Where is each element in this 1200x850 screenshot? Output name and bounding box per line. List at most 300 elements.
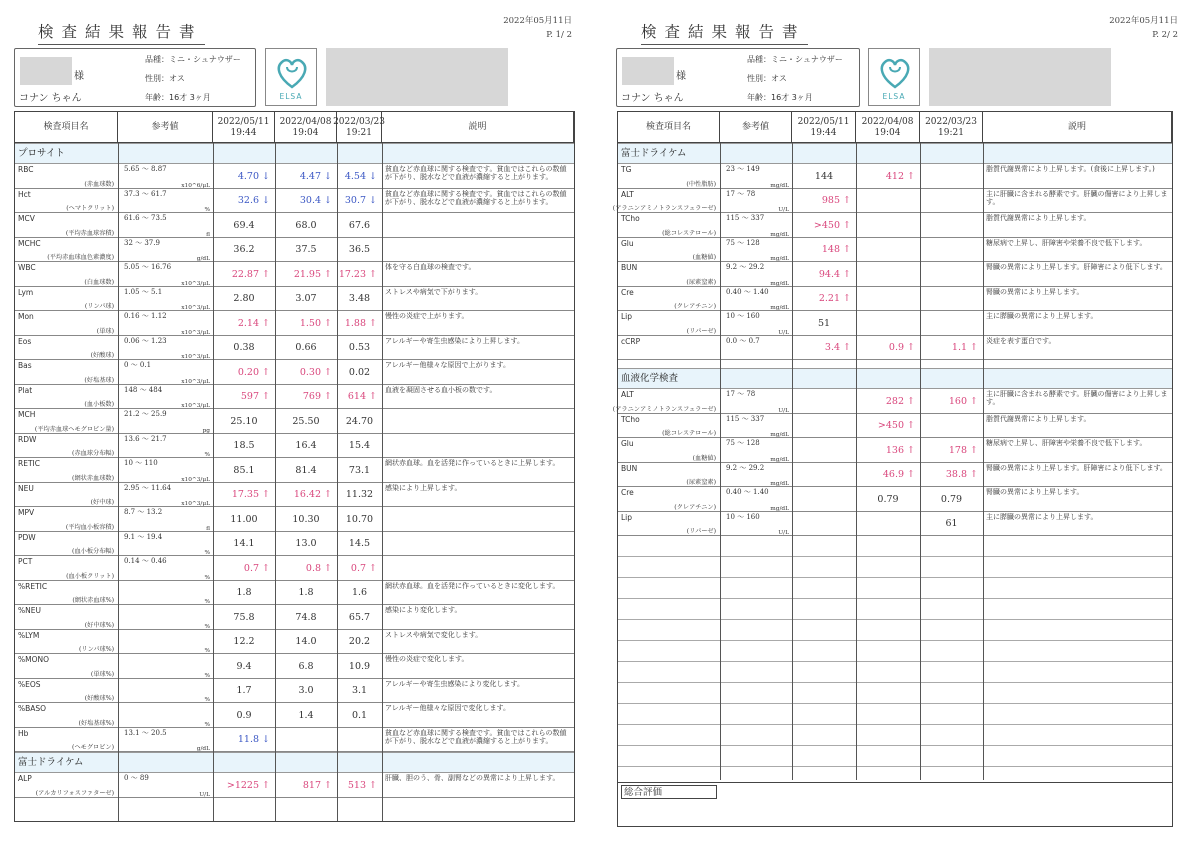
header-desc — [983, 112, 1172, 143]
item-code: NEU — [18, 483, 34, 493]
ref-range: 0 ～ 0.1 — [124, 361, 152, 369]
ref-range-cell — [720, 311, 792, 336]
item-name-cell — [15, 605, 118, 630]
description-cell: 炎症を表す蛋白です。 — [986, 336, 1056, 345]
patient-name: コナン ちゃん — [19, 93, 82, 104]
result-value-2: 74.8 — [295, 611, 317, 623]
ref-range: 148 ～ 484 — [124, 385, 163, 394]
table-row — [618, 463, 1172, 488]
header-desc-label: 説明 — [1067, 122, 1086, 132]
blank-row — [618, 662, 1172, 683]
ref-range-cell — [720, 287, 792, 312]
description-cell: 主に膵臓の異常により上昇します。 — [986, 312, 1098, 320]
ref-range: 10 ～ 160 — [726, 312, 760, 320]
table-row — [15, 507, 574, 532]
description-cell: 慢性の炎症で上がります。 — [385, 312, 469, 320]
item-jp-name: (好塩基球%) — [78, 719, 114, 727]
header-ref — [118, 112, 213, 143]
item-code: MCH — [18, 410, 36, 419]
item-name-cell — [15, 189, 118, 214]
patient-breed: 品種：ミニ・シュナウザー — [747, 55, 843, 64]
ref-unit: % — [204, 721, 210, 728]
description-cell: 主に肝臓に含まれる酵素です。肝臓の傷害により上昇します。 — [986, 189, 1168, 206]
ref-unit: mg/dL — [770, 280, 789, 287]
header-date-1-time: 19:44 — [810, 127, 837, 138]
ref-unit: x10^3/μL — [181, 476, 210, 483]
description-cell: アレルギー他様々な原因で変化します。 — [385, 704, 510, 712]
ref-range: 0.40 ～ 1.40 — [726, 287, 769, 296]
result-value-2: 6.8 — [298, 660, 314, 672]
column-divider — [983, 143, 984, 780]
header-date-3-time: 19:21 — [938, 127, 964, 138]
result-value-2 — [856, 287, 920, 312]
description-cell: 貧血など赤血球に関する検査です。貧血ではこれらの数値が下がり、脱水などで血液が濃縮すると上がります。 — [385, 165, 567, 181]
table-row — [15, 458, 574, 483]
ref-range-cell — [720, 189, 792, 214]
result-value-1: 18.5 — [233, 440, 255, 452]
result-value-3: 20.2 — [348, 636, 371, 648]
ref-range: 32 ～ 37.9 — [124, 238, 160, 247]
patient-sex: 性別：オス — [747, 74, 787, 83]
ref-range-cell — [720, 463, 792, 488]
ref-range: 75 ～ 128 — [726, 238, 760, 247]
result-value-3: 1.88 ↑ — [344, 317, 377, 329]
header-date-3-time: 19:21 — [346, 127, 372, 138]
table-row — [15, 581, 574, 606]
ref-range-cell — [118, 654, 213, 679]
ref-range-cell — [118, 581, 213, 606]
blank-row — [618, 683, 1172, 704]
result-value-1: 75.8 — [233, 611, 255, 623]
result-value-2 — [856, 213, 920, 238]
result-value-1: 985 ↑ — [821, 195, 851, 207]
item-code: Hb — [18, 728, 29, 738]
ref-unit: mg/dL — [770, 182, 789, 189]
item-code: %RETIC — [18, 581, 48, 591]
item-jp-name: (リンパ球%) — [78, 646, 114, 653]
ref-unit: x10^3/μL — [181, 280, 210, 287]
item-code: Lip — [621, 512, 633, 522]
ref-unit: x10^3/μL — [181, 501, 210, 507]
ref-range-cell — [720, 438, 792, 463]
blank-row — [618, 725, 1172, 746]
item-code: %EOS — [18, 679, 41, 689]
item-code: Eos — [18, 336, 32, 346]
item-jp-name: (赤血球分布幅) — [72, 450, 114, 457]
item-code: Cre — [621, 488, 634, 497]
result-value-1: 32.6 ↓ — [237, 195, 270, 207]
item-code: %MONO — [18, 655, 50, 664]
description-cell: 感染により変化します。 — [385, 606, 462, 614]
result-value-2: 0.8 ↑ — [305, 562, 332, 574]
header-ref — [720, 112, 792, 143]
report-date-block — [503, 14, 572, 42]
item-code: MPV — [18, 508, 35, 517]
result-value-1: 12.2 — [233, 636, 255, 648]
ref-range-cell — [118, 262, 213, 287]
table-row — [15, 532, 574, 557]
blank-row — [618, 557, 1172, 578]
ref-range: 17 ～ 78 — [726, 390, 756, 398]
ref-range: 9.1 ～ 19.4 — [124, 532, 163, 541]
item-name-cell — [618, 336, 720, 361]
item-jp-name: (血小板数) — [84, 401, 114, 408]
result-value-2: 0.9 ↑ — [888, 342, 915, 354]
result-value-2: 3.07 — [295, 293, 317, 305]
item-name-cell — [618, 463, 720, 488]
elsa-logo-icon — [877, 53, 913, 91]
item-name-cell — [15, 532, 118, 557]
table-row — [618, 512, 1172, 537]
description-cell — [382, 434, 574, 459]
table-row — [15, 213, 574, 238]
report-page-2 — [603, 0, 1200, 850]
description-cell: 感染により上昇します。 — [385, 483, 462, 492]
result-value-3: 73.1 — [348, 464, 371, 476]
description-cell — [382, 409, 574, 434]
result-value-3: 30.7 ↓ — [344, 195, 377, 207]
result-value-2 — [856, 238, 920, 263]
table-row — [15, 703, 574, 728]
result-value-3: 38.8 ↑ — [945, 469, 978, 481]
description-cell — [382, 556, 574, 581]
result-value-2: 68.0 — [295, 219, 317, 231]
item-name-cell — [15, 213, 118, 238]
ref-unit: x10^3/μL — [181, 378, 210, 385]
table-row — [15, 238, 574, 263]
item-code: TG — [621, 165, 632, 174]
table-row — [15, 630, 574, 655]
ref-unit: % — [204, 672, 210, 679]
ref-unit: g/dL — [196, 256, 210, 262]
table-row — [15, 483, 574, 508]
result-value-3: 67.6 — [348, 219, 371, 231]
description-cell: 糖尿病で上昇し、肝障害や栄養不良で低下します。 — [986, 238, 1147, 247]
item-jp-name: (アラニンアミノトランスフェラーゼ) — [612, 205, 716, 212]
header-item-label: 検査項目名 — [645, 122, 691, 132]
result-value-3: 1.1 ↑ — [951, 342, 978, 354]
item-jp-name: (アラニンアミノトランスフェラーゼ) — [612, 405, 716, 413]
table-row — [618, 287, 1172, 312]
blank-row — [618, 641, 1172, 662]
item-name-cell — [15, 728, 118, 753]
result-value-1 — [792, 414, 856, 439]
result-value-2: 412 ↑ — [885, 170, 915, 182]
result-value-1: 11.8 ↓ — [237, 734, 270, 746]
result-value-2: 13.0 — [295, 538, 317, 550]
ref-range-cell — [118, 507, 213, 532]
section-header: 富士ドライケム — [15, 752, 574, 773]
item-code: cCRP — [621, 336, 641, 346]
ref-range-cell — [720, 164, 792, 189]
report-title: 検査結果報告書 — [38, 20, 205, 45]
result-value-3: 0.79 — [940, 493, 963, 505]
item-name-cell — [618, 438, 720, 463]
ref-range: 0.14 ～ 0.46 — [124, 557, 167, 565]
ref-range-cell — [720, 389, 792, 414]
result-value-3: 513 ↑ — [347, 779, 377, 791]
section-header: プロサイト — [15, 143, 574, 164]
table-row — [15, 773, 574, 798]
header-date-1 — [792, 112, 856, 143]
result-value-3 — [920, 262, 983, 287]
header-date-2-label: 2022/04/08 — [861, 116, 914, 127]
logo-text: ELSA — [882, 92, 906, 101]
header-desc — [382, 112, 574, 143]
description-cell: 糖尿病で上昇し、肝障害や栄養不良で低下します。 — [986, 439, 1147, 447]
ref-range-cell — [118, 434, 213, 459]
item-jp-name: (血糖値) — [692, 254, 716, 261]
report-page-1 — [0, 0, 592, 850]
item-code: BUN — [621, 263, 638, 272]
result-value-3: 3.48 — [348, 293, 371, 305]
redacted-clinic-info — [929, 48, 1111, 106]
item-name-cell — [618, 262, 720, 287]
result-value-1: 0.7 ↑ — [243, 562, 270, 574]
description-cell — [382, 532, 574, 557]
item-jp-name: (尿素窒素) — [686, 479, 716, 486]
blank-row — [618, 704, 1172, 725]
ref-range-cell — [118, 385, 213, 410]
ref-range-cell — [118, 238, 213, 263]
item-jp-name: (平均赤血球ヘモグロビン量) — [34, 425, 114, 433]
result-value-3: 65.7 — [348, 611, 371, 623]
ref-range-cell — [720, 336, 792, 361]
result-value-3 — [920, 287, 983, 312]
ref-range: 61.6 ～ 73.5 — [124, 214, 167, 222]
header-date-2 — [275, 112, 337, 143]
report-date: 2022年05月11日 — [503, 16, 572, 26]
description-cell: 肝臓、胆のう、骨、副腎などの異常により上昇します。 — [385, 774, 560, 782]
ref-range-cell — [720, 238, 792, 263]
ref-range-cell — [118, 409, 213, 434]
item-code: Lym — [18, 287, 34, 297]
description-cell: 貧血など赤血球に関する検査です。貧血ではこれらの数値が下がり、脱水などで血液が濃縮すると上がります。 — [385, 189, 567, 206]
item-jp-name: (単球%) — [90, 670, 114, 678]
result-value-3: 0.53 — [348, 342, 371, 354]
results-table-page-1 — [14, 111, 575, 822]
result-value-2: 0.66 — [295, 342, 317, 354]
result-value-1: 1.7 — [236, 685, 252, 697]
item-code: Hct — [18, 189, 31, 199]
table-row — [612, 189, 1172, 214]
item-name-cell — [15, 434, 118, 459]
result-value-2: 21.95 ↑ — [293, 268, 332, 280]
table-header — [15, 112, 574, 143]
header-date-1-label: 2022/05/11 — [217, 116, 270, 127]
item-jp-name: (リパーゼ) — [686, 528, 716, 535]
result-value-2: 16.4 — [295, 440, 317, 452]
item-code: Glu — [621, 439, 634, 448]
patient-age: 年齢：16才 3ヶ月 — [747, 93, 813, 102]
description-cell: ストレスや病気で下がります。 — [385, 287, 483, 296]
ref-unit: U/L — [778, 530, 789, 536]
table-row — [15, 360, 574, 385]
result-value-1 — [792, 389, 856, 414]
ref-range-cell — [118, 728, 213, 753]
result-value-1: 2.80 — [233, 293, 255, 305]
ref-range-cell — [118, 703, 213, 728]
result-value-3: 17.23 ↑ — [338, 268, 377, 280]
ref-range-cell — [118, 630, 213, 655]
header-date-2-label: 2022/04/08 — [279, 116, 332, 127]
table-row — [15, 654, 574, 679]
summary-label: 総合評価 — [621, 785, 717, 799]
result-value-2: 30.4 ↓ — [299, 195, 332, 207]
ref-range: 0.16 ～ 1.12 — [124, 312, 167, 320]
item-jp-name: (網状赤血球%) — [72, 597, 114, 604]
item-jp-name: (クレアチニン) — [674, 503, 716, 511]
header-date-3-label: 2022/03/23 — [925, 116, 977, 127]
result-value-2: 10.30 — [292, 513, 320, 525]
ref-range: 75 ～ 128 — [726, 439, 760, 447]
result-value-1: 51 — [817, 317, 831, 329]
patient-name: コナン ちゃん — [621, 93, 684, 104]
item-name-cell — [618, 311, 720, 336]
item-name-cell — [15, 773, 118, 798]
description-cell: 脂質代謝異常により上昇します。 — [986, 414, 1091, 423]
description-cell: アレルギーや寄生虫感染により上昇します。 — [385, 336, 524, 345]
result-value-3: 160 ↑ — [948, 395, 978, 407]
column-divider — [337, 143, 338, 821]
item-name-cell — [612, 389, 720, 414]
item-name-cell — [618, 414, 720, 439]
result-value-2: 1.50 ↑ — [299, 317, 332, 329]
clinic-logo — [868, 48, 920, 106]
table-row — [618, 311, 1172, 336]
item-code: %NEU — [18, 606, 41, 615]
header-date-3 — [333, 112, 385, 143]
ref-range-cell — [118, 483, 213, 508]
ref-range-cell — [118, 311, 213, 336]
ref-unit: x10^3/μL — [181, 305, 210, 311]
item-jp-name: (好酸球%) — [84, 695, 114, 702]
header-ref-label: 参考値 — [741, 122, 769, 132]
result-value-1: 4.70 ↓ — [237, 170, 270, 182]
patient-info-box — [14, 48, 256, 107]
result-value-2: 25.50 — [292, 415, 320, 427]
ref-unit: % — [204, 623, 210, 630]
column-divider — [275, 143, 276, 821]
result-value-1: 2.14 ↑ — [237, 317, 270, 329]
ref-range-cell — [720, 213, 792, 238]
item-name-cell — [618, 512, 720, 537]
description-cell: アレルギー他様々な原因で上がります。 — [385, 361, 510, 369]
ref-range-cell — [720, 414, 792, 439]
ref-range: 0.0 ～ 0.7 — [726, 336, 760, 345]
ref-range: 17 ～ 78 — [726, 189, 756, 198]
table-row — [15, 434, 574, 459]
item-code: %LYM — [18, 630, 40, 640]
result-value-3 — [920, 189, 983, 214]
item-jp-name: (クレアチニン) — [674, 303, 716, 310]
result-value-2 — [275, 728, 337, 753]
column-divider — [213, 143, 214, 821]
description-cell: 慢性の炎症で変化します。 — [385, 655, 469, 663]
result-value-3: 61 — [945, 518, 958, 530]
item-jp-name: (血小板クリット) — [66, 572, 114, 580]
item-name-cell — [15, 483, 118, 508]
result-value-3: 10.70 — [345, 513, 374, 525]
result-value-2: 0.79 — [877, 493, 899, 505]
item-name-cell — [15, 164, 118, 189]
table-row — [15, 728, 574, 753]
result-value-2: 282 ↑ — [885, 395, 915, 407]
redacted-owner-name — [622, 57, 674, 85]
result-value-2 — [856, 311, 920, 336]
patient-breed: 品種：ミニ・シュナウザー — [145, 55, 241, 64]
ref-unit: mg/dL — [770, 481, 789, 487]
ref-unit: U/L — [199, 791, 210, 798]
ref-range-cell — [118, 287, 213, 312]
item-jp-name: (単球) — [96, 327, 114, 335]
ref-unit: U/L — [778, 329, 789, 336]
item-code: RDW — [18, 434, 37, 444]
item-code: Plat — [18, 385, 33, 395]
item-code: Lip — [621, 312, 633, 321]
blank-row — [618, 746, 1172, 767]
item-jp-name: (平均血小板容積) — [65, 523, 114, 531]
column-divider — [856, 143, 857, 780]
ref-range: 37.3 ～ 61.7 — [124, 189, 167, 198]
honorific: 様 — [74, 71, 84, 82]
ref-unit: U/L — [778, 207, 789, 213]
ref-unit: x10^6/μL — [181, 182, 210, 189]
header-date-2-time: 19:04 — [292, 127, 319, 138]
ref-range-cell — [118, 679, 213, 704]
ref-range: 2.95 ～ 11.64 — [124, 483, 172, 492]
header-date-3-label: 2022/03/23 — [333, 116, 385, 127]
table-row — [15, 409, 574, 434]
table-row — [618, 336, 1172, 361]
result-value-1 — [792, 463, 856, 488]
item-name-cell — [15, 311, 118, 336]
ref-unit: % — [204, 452, 210, 458]
result-value-3: 11.32 — [345, 489, 374, 501]
ref-range: 13.1 ～ 20.5 — [124, 728, 167, 737]
result-value-2: 1.8 — [298, 587, 314, 599]
header-item — [15, 112, 118, 143]
summary-box — [618, 782, 1172, 826]
item-code: BUN — [621, 463, 638, 473]
item-code: RBC — [18, 165, 34, 174]
redacted-owner-name — [20, 57, 72, 85]
result-value-2: 46.9 ↑ — [882, 469, 915, 481]
blank-row — [618, 536, 1172, 557]
result-value-3: 0.1 — [351, 709, 368, 721]
table-row — [618, 164, 1172, 189]
result-value-2 — [856, 512, 920, 537]
ref-range-cell — [118, 532, 213, 557]
item-name-cell — [15, 630, 118, 655]
result-value-1: 0.9 — [236, 709, 252, 721]
result-value-2: 1.4 — [298, 709, 314, 721]
table-row — [618, 438, 1172, 463]
column-divider — [920, 143, 921, 780]
patient-sex: 性別：オス — [145, 74, 185, 83]
result-value-3: 0.7 ↑ — [350, 562, 377, 574]
result-value-2: >450 ↑ — [877, 420, 915, 432]
ref-unit: mg/dL — [770, 231, 789, 238]
item-name-cell — [15, 458, 118, 483]
patient-age: 年齢：16才 3ヶ月 — [145, 93, 211, 102]
item-name-cell — [15, 385, 118, 410]
item-code: MCV — [18, 214, 35, 223]
report-date: 2022年05月11日 — [1109, 16, 1178, 26]
section-header: 血液化学検査 — [618, 368, 1172, 389]
result-value-1 — [792, 487, 856, 512]
ref-range: 10 ～ 110 — [124, 459, 158, 467]
